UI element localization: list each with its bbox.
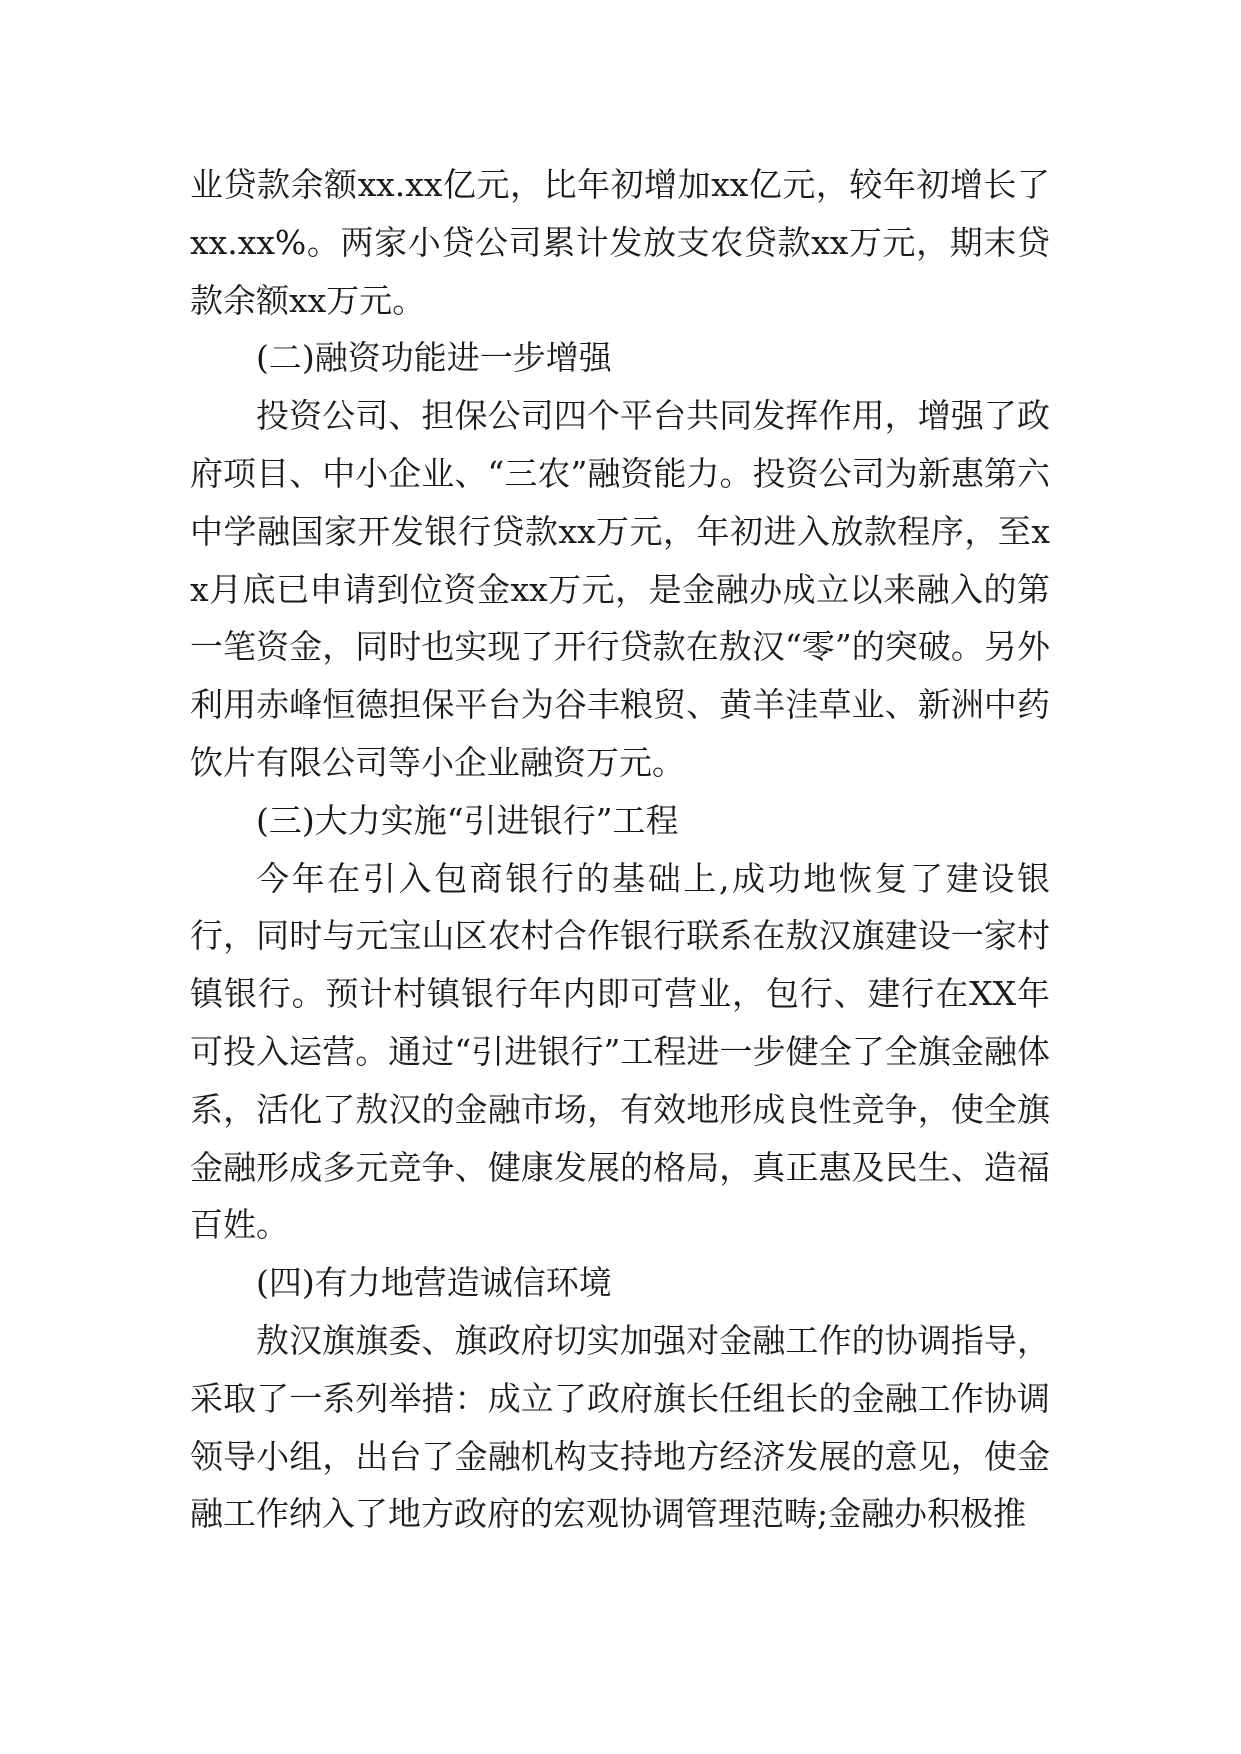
heading-introduce-banks: (三)大力实施“引进银行”工程	[256, 800, 679, 840]
heading-financing-function: (二)融资功能进一步增强	[256, 338, 612, 378]
paragraph-loan-balance: 业贷款余额xx.xx亿元，比年初增加xx亿元，较年初增长了xx.xx%。两家小贷公司累计发放支农贷款xx万元，期末贷款余额xx万元。	[190, 165, 1050, 320]
paragraph-financing-function: 投资公司、担保公司四个平台共同发挥作用，增强了政府项目、中小企业、“三农”融资能力。投资公司为新惠第六中学融国家开发银行贷款xx万元，年初进入放款程序，至xx月底已申请到位资金xx万元，是金融办成立以来融入的第一笔资金，同时也实现了开行贷款在敖汉“零”的突破。另外利用赤峰恒德担保平台为谷丰粮贸、黄羊洼草业、新洲中药饮片有限公司等小企业融资万元。	[190, 396, 1050, 782]
paragraph-credit-environment: 敖汉旗旗委、旗政府切实加强对金融工作的协调指导，采取了一系列举措：成立了政府旗长任组长的金融工作协调领导小组，出台了金融机构支持地方经济发展的意见，使金融工作纳入了地方政府的宏观协调管理范畴;金融办积极推	[190, 1320, 1050, 1534]
paragraph-introduce-banks: 今年在引入包商银行的基础上,成功地恢复了建设银行，同时与元宝山区农村合作银行联系在敖汉旗建设一家村镇银行。预计村镇银行年内即可营业，包行、建行在XX年可投入运营。通过“引进银行”工程进一步健全了全旗金融体系，活化了敖汉的金融市场，有效地形成良性竞争，使全旗金融形成多元竞争、健康发展的格局，真正惠及民生、造福百姓。	[190, 858, 1050, 1245]
document-page	[190, 156, 1050, 1543]
heading-credit-environment: (四)有力地营造诚信环境	[256, 1263, 612, 1303]
